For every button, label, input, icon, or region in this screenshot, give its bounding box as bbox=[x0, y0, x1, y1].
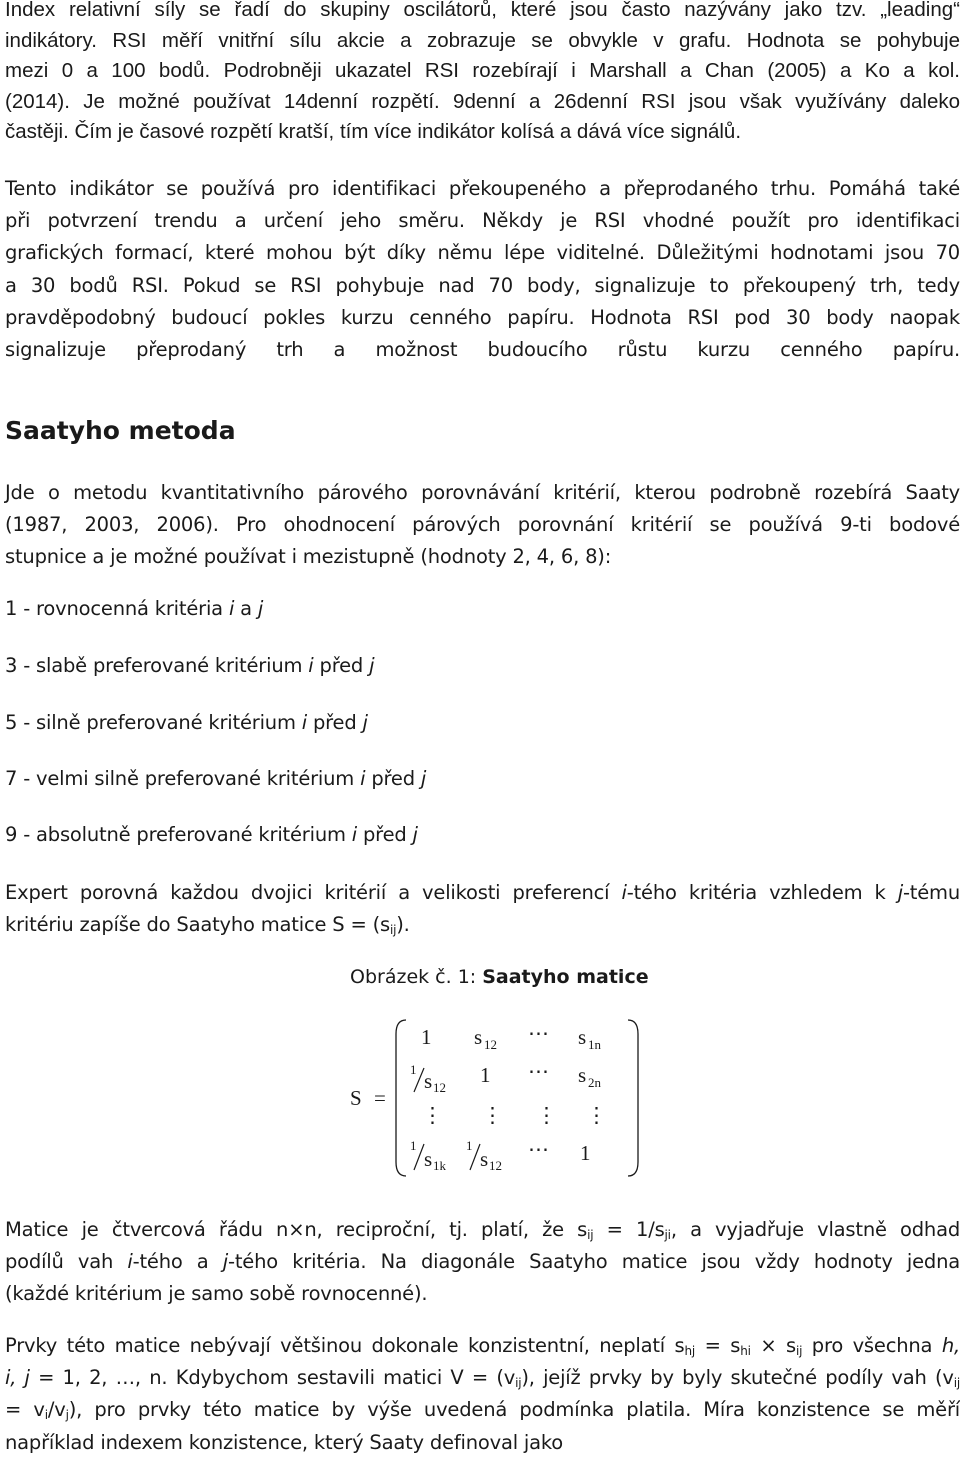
text-line: indikátory. RSI měří vnitřní sílu akcie a zobrazuje se obvykle v grafu. Hodnota se pohybuje bbox=[5, 28, 960, 52]
text-line: Jde o metodu kvantitativního párového porovnávání kritérií, kterou podrobně rozebírá Saaty bbox=[5, 481, 960, 504]
text-line: pravděpodobný budoucí pokles kurzu cenného papíru. Hodnota RSI pod 30 body naopak bbox=[5, 305, 960, 329]
left-paren bbox=[396, 1020, 406, 1176]
matrix-vdots: ⋮ bbox=[586, 1103, 607, 1127]
text-line: při potvrzení trendu a určení jeho směru. Někdy je RSI vhodné použít pro identifikaci bbox=[5, 209, 960, 233]
matrix-dots: ⋯ bbox=[528, 1021, 549, 1045]
text-line: grafických formací, které mohou být díky němu lépe viditelné. Důležitými hodnotami jsou 70 bbox=[5, 241, 960, 265]
text-line: podílů vah i-tého a j-tého kritéria. Na diagonále Saatyho matice jsou vždy hodnoty jedna bbox=[5, 1250, 960, 1274]
scale-item: 5 - silně preferované kritérium i před j bbox=[5, 711, 368, 734]
figure-caption: Obrázek č. 1: Saatyho matice bbox=[350, 966, 649, 988]
text-line: kritériu zapíše do Saatyho matice $S = (s_{ij})$. bbox=[5, 913, 410, 938]
text-line: Expert porovná každou dvojici kritérií a velikosti preferencí i-tého kritéria vzhledem k j-tému bbox=[5, 881, 960, 904]
matrix-cell: 1 bbox=[580, 1141, 591, 1165]
matrix-vdots: ⋮ bbox=[536, 1103, 557, 1127]
text-line: Index relativní síly se řadí do skupiny oscilátorů, které jsou často nazývány jako tzv. „leading“ bbox=[5, 0, 960, 21]
matrix-subscript: 1n bbox=[588, 1037, 601, 1052]
matrix-subscript: 1k bbox=[433, 1158, 446, 1173]
text-line: (2014). Je možné používat 14denní rozpětí. 9denní a 26denní RSI jsou však využívány daleko bbox=[5, 89, 960, 113]
text-line: Matice je čtvercová řádu n×n, reciproční, tj. platí, že $s_{ij} = 1/s_{ji}$, a vyjadřuje vlastně odhad bbox=[5, 1218, 960, 1242]
intro-paragraph bbox=[5, 477, 960, 574]
matrix-vdots: ⋮ bbox=[422, 1103, 443, 1127]
indicator-paragraph bbox=[5, 173, 960, 366]
matrix-subscript: 12 bbox=[433, 1080, 446, 1095]
matrix-subscript: 12 bbox=[484, 1037, 497, 1052]
matrix-cell: s bbox=[474, 1025, 483, 1049]
matrix-dots: ⋯ bbox=[528, 1059, 549, 1083]
matrix-cell: s bbox=[480, 1147, 489, 1171]
matrix-lhs: S bbox=[350, 1086, 362, 1110]
text-line: a 30 bodů RSI. Pokud se RSI pohybuje nad 70 body, signalizuje to překoupený trh, tedy bbox=[5, 273, 960, 297]
matrix-vdots: ⋮ bbox=[482, 1103, 503, 1127]
right-paren bbox=[628, 1020, 638, 1176]
expert-paragraph bbox=[5, 877, 960, 941]
text-line: (1987, 2003, 2006). Pro ohodnocení párových porovnání kritérií se používá 9-ti bodové bbox=[5, 513, 960, 537]
matrix-cell: 1 bbox=[480, 1063, 491, 1087]
matrix-cell: 1 bbox=[410, 1138, 417, 1153]
text-line: signalizuje přeprodaný trh a možnost budoucího růstu kurzu cenného papíru. bbox=[5, 338, 960, 362]
matrix-cell: s bbox=[424, 1147, 433, 1171]
scale-item: 7 - velmi silně preferované kritérium i před j bbox=[5, 767, 427, 790]
rsi-paragraph bbox=[5, 0, 960, 148]
matrix-subscript: 2n bbox=[588, 1075, 601, 1090]
matrix-cell: s bbox=[424, 1069, 433, 1093]
scale-item: 3 - slabě preferované kritérium i před j bbox=[5, 654, 375, 677]
text-line: = $v_i/v_j$), pro prvky této matice by výše uvedená podmínka platila. Míra konzistence se měří bbox=[5, 1398, 960, 1423]
saaty-matrix bbox=[348, 1010, 648, 1190]
text-line: mezi 0 a 100 bodů. Podrobněji ukazatel RSI rozebírají i Marshall a Chan (2005) a Ko a kol. bbox=[5, 59, 960, 82]
text-line: Tento indikátor se používá pro identifikaci překoupeného a přeprodaného trhu. Pomáhá také bbox=[5, 177, 960, 200]
matrix-dots: ⋯ bbox=[528, 1137, 549, 1161]
matrix-cell: 1 bbox=[421, 1025, 432, 1049]
section-heading: Saatyho metoda bbox=[5, 416, 236, 445]
matrix-cell: 1 bbox=[466, 1138, 473, 1153]
consistency-paragraph bbox=[5, 1330, 960, 1459]
matrix-cell: 1 bbox=[410, 1062, 417, 1077]
text-line: například indexem konzistence, který Saaty definoval jako bbox=[5, 1430, 564, 1454]
matrix-subscript: 12 bbox=[489, 1158, 502, 1173]
matrix-equals: = bbox=[374, 1086, 386, 1110]
scale-item: 9 - absolutně preferované kritérium i před j bbox=[5, 823, 418, 846]
text-line: (každé kritérium je samo sobě rovnocenné). bbox=[5, 1282, 428, 1306]
text-line: stupnice a je možné používat i mezistupně (hodnoty 2, 4, 6, 8): bbox=[5, 545, 612, 569]
scale-item: 1 - rovnocenná kritéria i a j bbox=[5, 597, 264, 620]
matrix-cell: s bbox=[578, 1025, 587, 1049]
matrix-cell: s bbox=[578, 1063, 587, 1087]
text-line: i, j = 1, 2, …, n. Kdybychom sestavili matici $V = (v_{ij})$, jejíž prvky by byly skutečné podíly vah ($v_{ij}$ bbox=[5, 1366, 960, 1391]
reciprocal-paragraph bbox=[5, 1214, 960, 1311]
text-line: častěji. Čím je časové rozpětí kratší, tím více indikátor kolísá a dává více signálů. bbox=[5, 120, 742, 143]
text-line: Prvky této matice nebývají většinou dokonale konzistentní, neplatí $s_{hj} = s_{hi} \times s_{ij}$ pro všechna h, bbox=[5, 1334, 960, 1358]
